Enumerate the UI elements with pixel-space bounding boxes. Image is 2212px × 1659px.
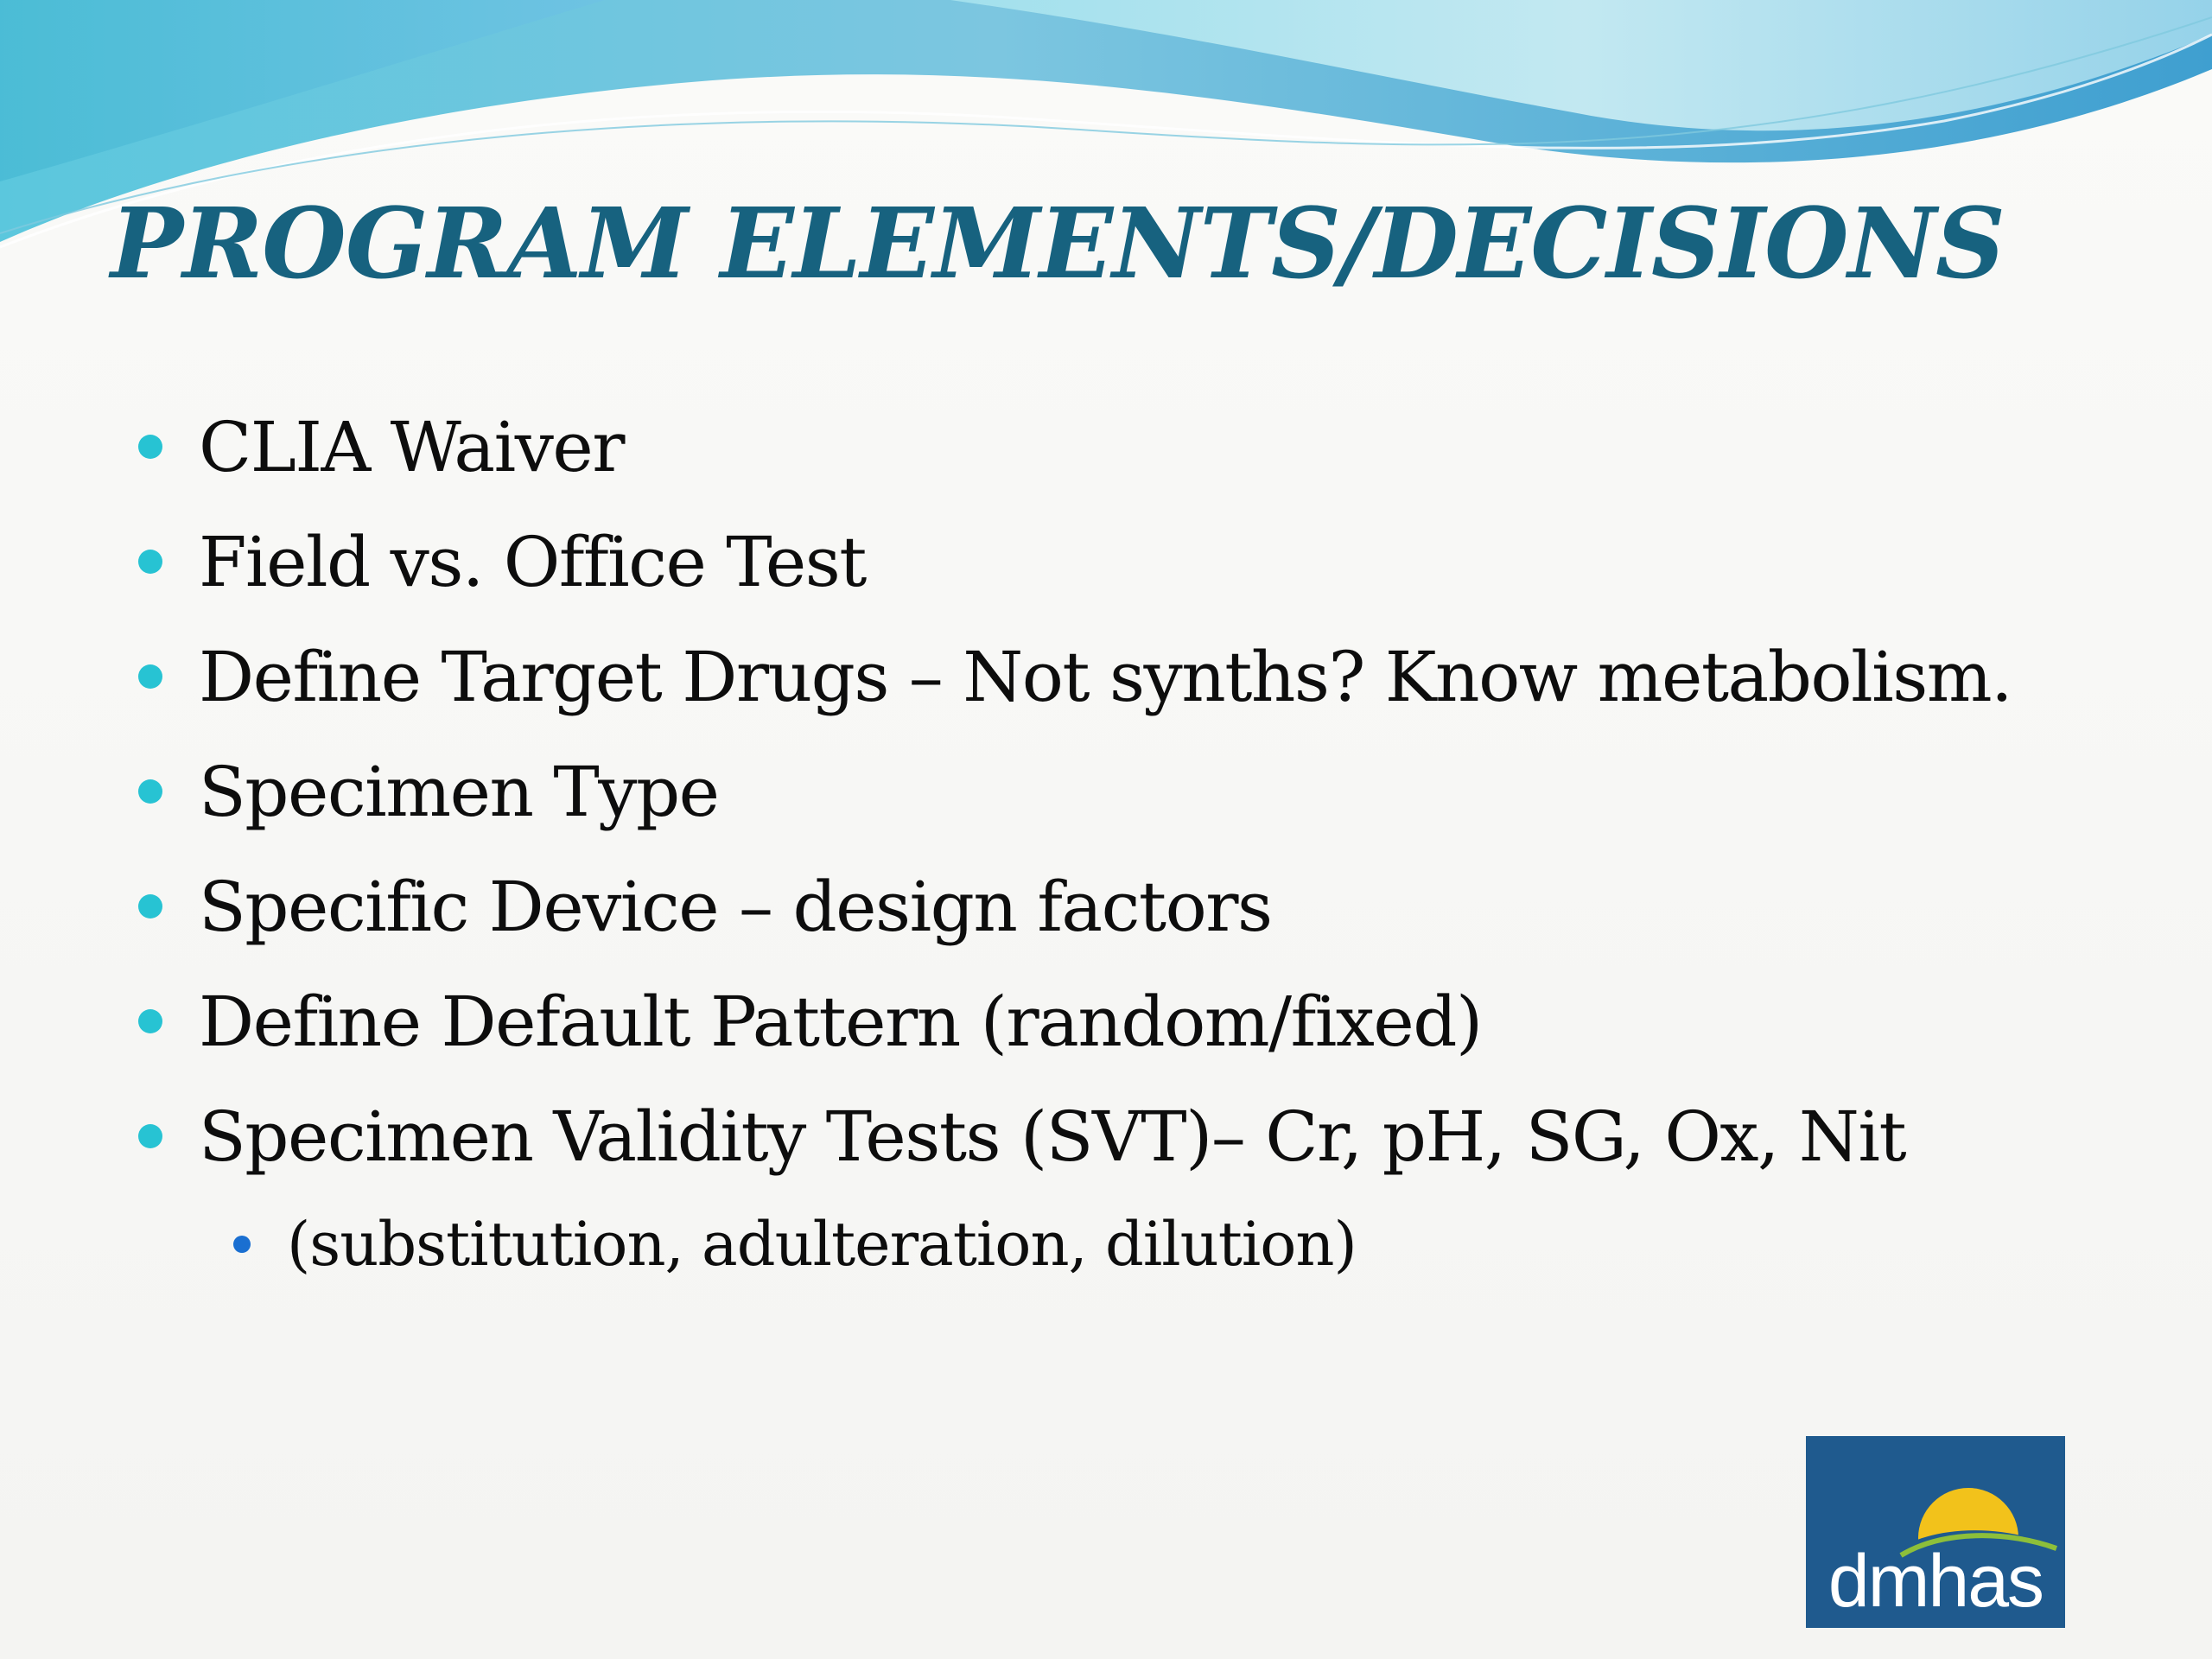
dmhas-logo <box>1806 1436 2065 1628</box>
bullet-text: Specimen Validity Tests (SVT)– Cr, pH, SG, Ox, Nit <box>199 1096 1906 1177</box>
bullet-item <box>138 974 1482 1069</box>
bullet-item <box>138 859 1272 954</box>
bullet-text: Specific Device – design factors <box>199 866 1272 947</box>
bullet-dot-icon <box>138 894 162 918</box>
slide-title: PROGRAM ELEMENTS/DECISIONS <box>111 188 2005 301</box>
bullet-text: Specimen Type <box>199 751 719 832</box>
bullet-dot-icon <box>138 550 162 574</box>
bullet-dot-icon <box>138 664 162 689</box>
sub-bullet-dot-icon <box>233 1236 251 1253</box>
bullet-text: CLIA Waiver <box>199 406 624 487</box>
bullet-text: Define Default Pattern (random/fixed) <box>199 981 1482 1062</box>
bullet-item <box>138 1089 1905 1184</box>
bullet-dot-icon <box>138 1009 162 1033</box>
bullet-dot-icon <box>138 1124 162 1148</box>
bullet-item <box>138 399 624 494</box>
bullet-text: Define Target Drugs – Not synths? Know metabolism. <box>199 636 2012 717</box>
sub-bullet-item <box>233 1201 1357 1287</box>
bullet-item <box>138 629 2012 724</box>
sub-bullet-text: (substitution, adulteration, dilution) <box>287 1209 1357 1280</box>
bullet-item <box>138 744 719 839</box>
bullet-item <box>138 514 866 609</box>
bullet-text: Field vs. Office Test <box>199 521 866 602</box>
bullet-dot-icon <box>138 779 162 804</box>
bullet-dot-icon <box>138 435 162 459</box>
logo-text: dmhas <box>1827 1540 2044 1623</box>
